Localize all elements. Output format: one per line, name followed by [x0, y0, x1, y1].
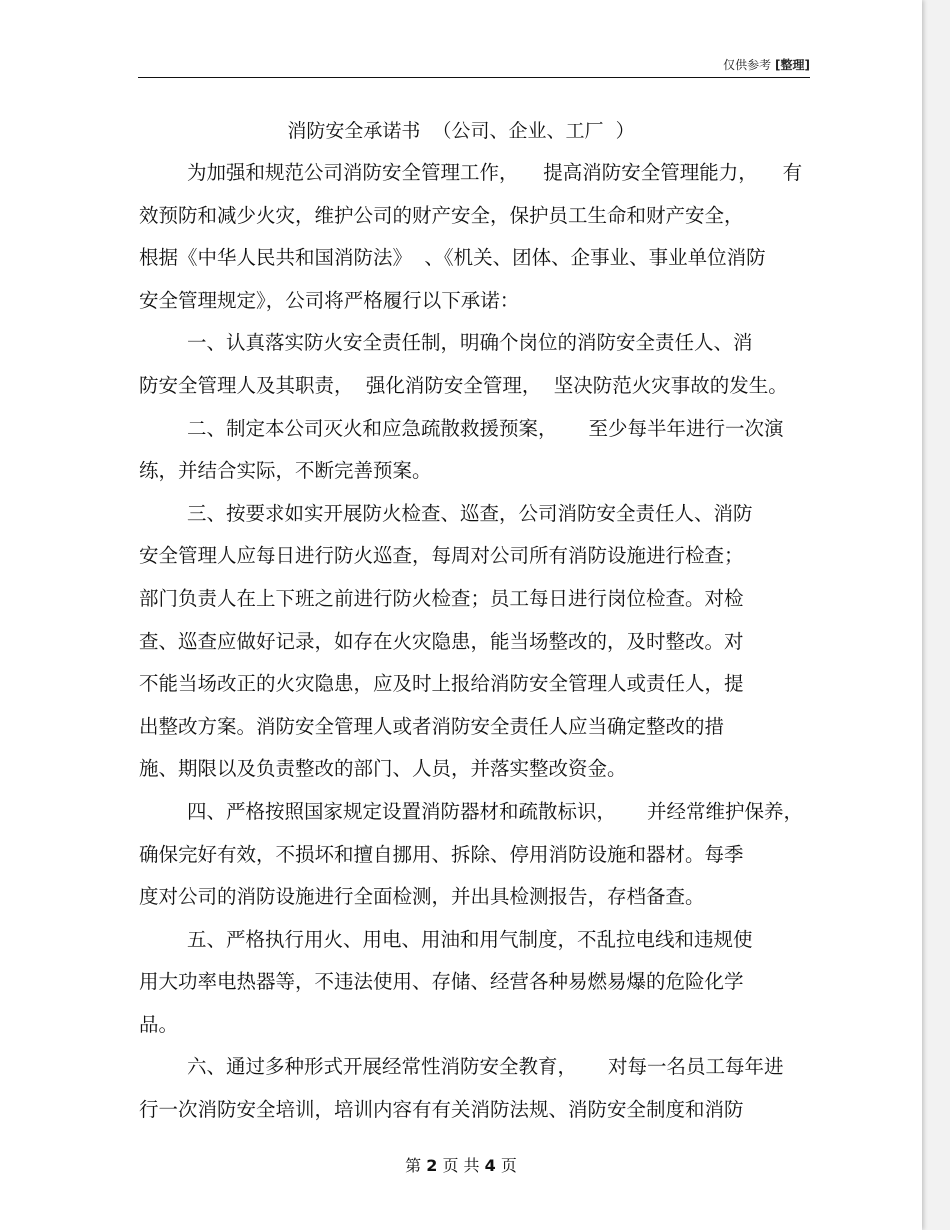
body-line: 为加强和规范公司消防安全管理工作， 提高消防安全管理能力， 有	[187, 161, 803, 184]
body-line: 安全管理规定》，公司将严格履行以下承诺：	[139, 288, 520, 312]
header-note-bracket: [整理]	[775, 58, 810, 72]
body-line: 安全管理人应每日进行防火巡查，每周对公司所有消防设施进行检查；	[139, 544, 744, 568]
body-line: 根据《中华人民共和国消防法》 、《机关、团体、企事业、事业单位消防	[139, 246, 766, 270]
body-line: 效预防和减少火灾，维护公司的财产安全，保护员工生命和财产安全，	[139, 203, 744, 227]
page-footer	[0, 1153, 922, 1176]
body-line: 度对公司的消防设施进行全面检测，并出具检测报告，存档备查。	[139, 885, 705, 909]
footer-total-pages: 4	[484, 1156, 496, 1175]
body-line: 确保完好有效，不损坏和擅自挪用、拆除、停用消防设施和器材。每季	[139, 842, 744, 866]
body-line: 行一次消防安全培训，培训内容有有关消防法规、消防安全制度和消防	[139, 1098, 744, 1122]
body-line: 一、认真落实防火安全责任制，明确个岗位的消防安全责任人、消	[187, 331, 753, 355]
footer-suffix: 页	[495, 1156, 517, 1175]
body-line: 不能当场改正的火灾隐患，应及时上报给消防安全管理人或责任人，提	[139, 672, 744, 696]
header-note-text: 仅供参考	[723, 58, 772, 72]
body-line: 六、通过多种形式开展经常性消防安全教育， 对每一名员工每年进	[187, 1055, 784, 1079]
document-body	[139, 152, 819, 1132]
body-line: 四、严格按照国家规定设置消防器材和疏散标识， 并经常维护保养，	[187, 799, 803, 823]
body-line: 五、严格执行用火、用电、用油和用气制度，不乱拉电线和违规使	[187, 927, 753, 951]
body-line: 查、巡查应做好记录，如存在火灾隐患，能当场整改的，及时整改。对	[139, 629, 744, 653]
body-line: 部门负责人在上下班之前进行防火检查；员工每日进行岗位检查。对检	[139, 586, 744, 610]
document-title: 消防安全承诺书 （公司、企业、工厂 ）	[287, 120, 635, 142]
header-divider	[138, 77, 810, 78]
body-line: 品。	[139, 1012, 179, 1036]
body-line: 防安全管理人及其职责， 强化消防安全管理， 坚决防范火灾事故的发生。	[139, 373, 788, 397]
body-line: 用大功率电热器等，不违法使用、存储、经营各种易燃易爆的危险化学	[139, 970, 744, 994]
body-line: 出整改方案。消防安全管理人或者消防安全责任人应当确定整改的措	[139, 714, 725, 738]
body-line: 三、按要求如实开展防火检查、巡查，公司消防安全责任人、消防	[187, 501, 753, 525]
body-line: 施、期限以及负责整改的部门、人员，并落实整改资金。	[139, 757, 627, 781]
header-note	[723, 56, 810, 73]
body-line: 二、制定本公司灭火和应急疏散救援预案， 至少每半年进行一次演	[187, 416, 784, 440]
body-line: 练，并结合实际，不断完善预案。	[139, 459, 432, 483]
footer-prefix: 第	[405, 1156, 427, 1175]
footer-middle: 页 共	[437, 1156, 485, 1175]
footer-current-page: 2	[426, 1156, 438, 1175]
